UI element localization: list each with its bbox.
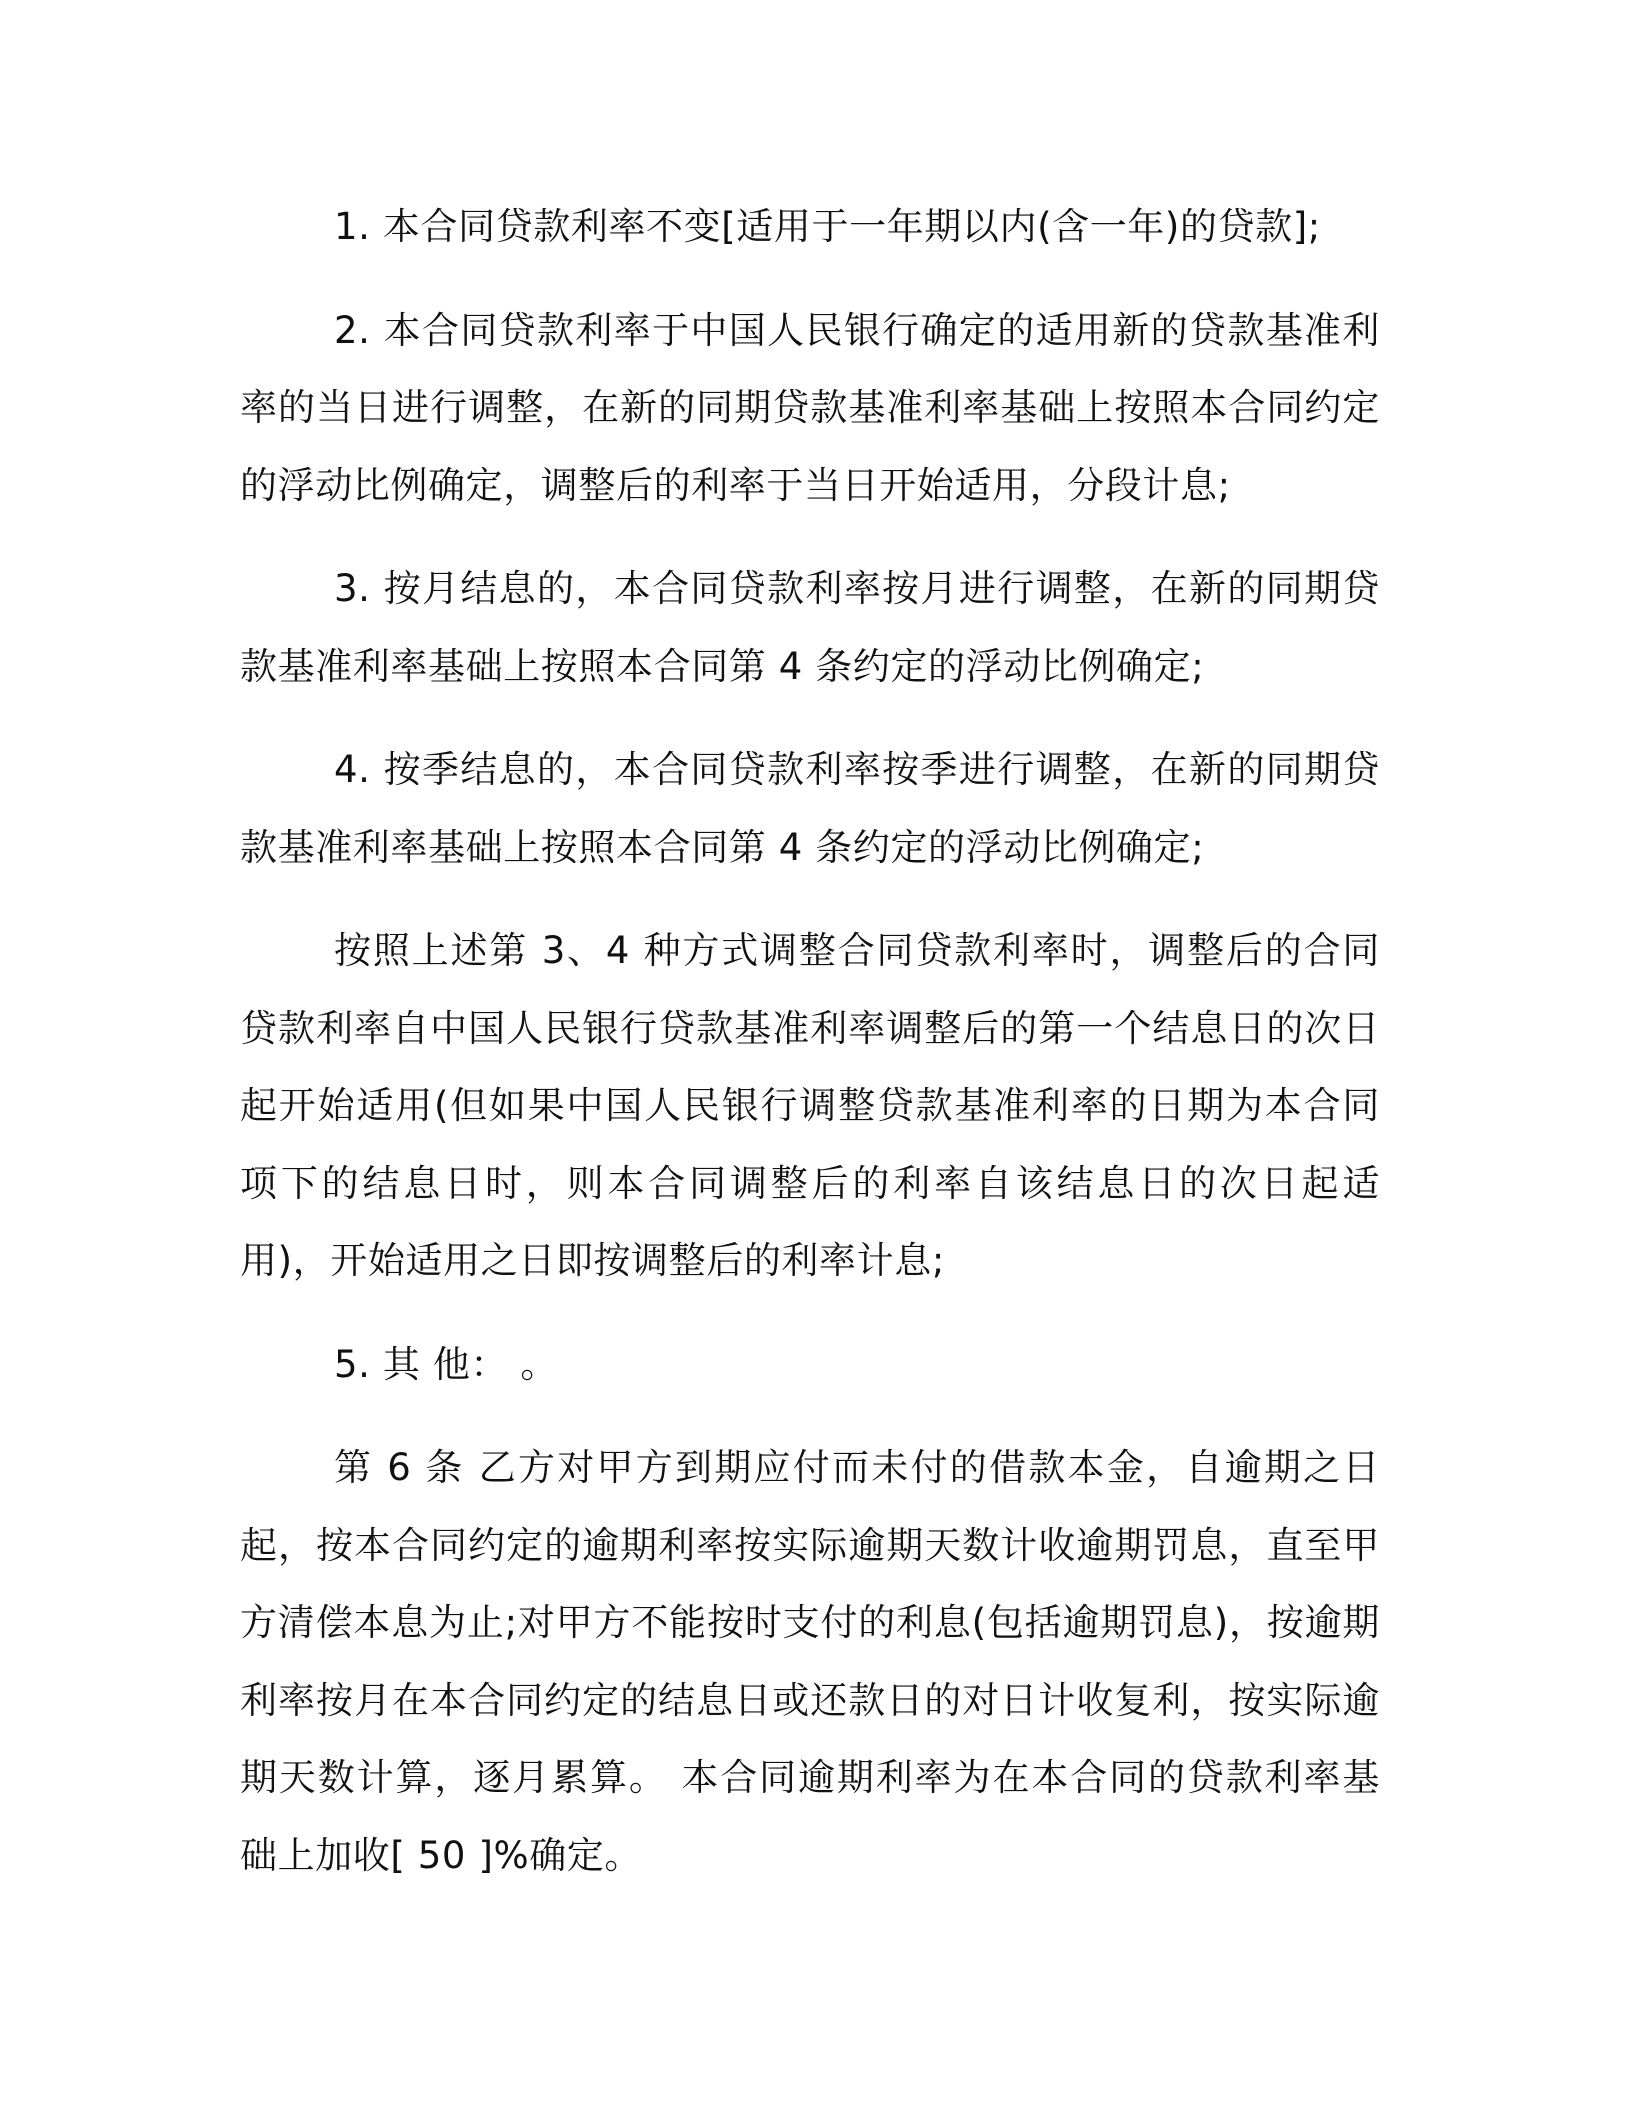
paragraph-clause-5-other: 5. 其 他： 。 bbox=[334, 1342, 558, 1386]
paragraph-clause-2: 2. 本合同贷款利率于中国人民银行确定的适用新的贷款基准利率的当日进行调整，在新的同期贷款基准利率基础上按照本合同约定的浮动比例确定，调整后的利率于当日开始适用，分段计息; bbox=[240, 308, 1380, 507]
paragraph-adjustment-note: 按照上述第 3、4 种方式调整合同贷款利率时，调整后的合同贷款利率自中国人民银行贷款基准利率调整后的第一个结息日的次日起开始适用(但如果中国人民银行调整贷款基准利率的日期为本合同项下的结息日时，则本合同调整后的利率自该结息日的次日起适用)，开始适用之日即按调整后的利率计息; bbox=[240, 929, 1380, 1282]
paragraph-article-6: 第 6 条 乙方对甲方到期应付而未付的借款本金，自逾期之日起，按本合同约定的逾期利率按实际逾期天数计收逾期罚息，直至甲方清偿本息为止;对甲方不能按时支付的利息(包括逾期罚息)，按逾期利率按月在本合同约定的结息日或还款日的对日计收复利，按实际逾期天数计算，逐月累算。 本合同逾期利率为在本合同的贷款利率基础上加收[ 50 ]%确定。 bbox=[240, 1446, 1380, 1877]
paragraph-clause-4: 4. 按季结息的，本合同贷款利率按季进行调整，在新的同期贷款基准利率基础上按照本合同第 4 条约定的浮动比例确定; bbox=[240, 748, 1380, 869]
paragraph-clause-3: 3. 按月结息的，本合同贷款利率按月进行调整，在新的同期贷款基准利率基础上按照本合同第 4 条约定的浮动比例确定; bbox=[240, 567, 1380, 688]
document-body bbox=[240, 188, 1380, 1894]
paragraph-clause-1: 1. 本合同贷款利率不变[适用于一年期以内(含一年)的贷款]; bbox=[334, 205, 1321, 248]
